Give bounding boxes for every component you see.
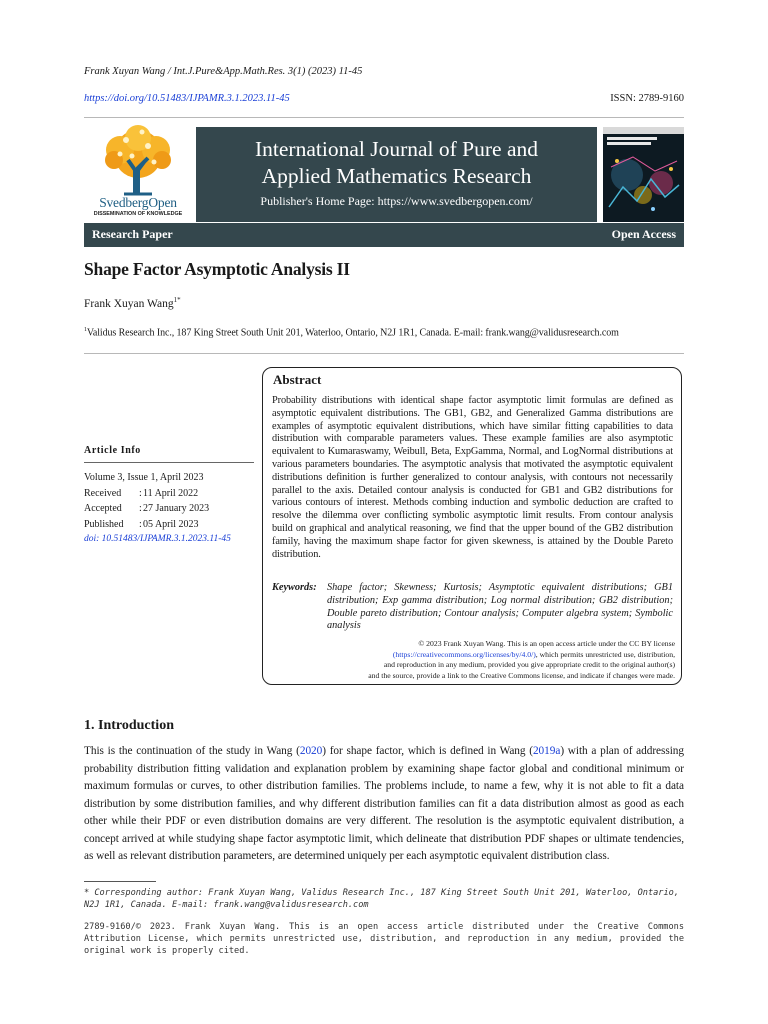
volume-text: Volume 3, Issue 1, April 2023 (84, 472, 204, 483)
doi-link[interactable]: https://doi.org/10.51483/IJPAMR.3.1.2023.11-45 (84, 93, 290, 104)
article-doi[interactable]: doi: 10.51483/IJPAMR.3.1.2023.11-45 (84, 534, 231, 544)
abstract-heading: Abstract (273, 372, 322, 387)
tree-logo-icon (84, 124, 192, 196)
issn: ISSN: 2789-9160 (610, 93, 684, 104)
affiliation (84, 327, 684, 338)
accepted-row (84, 503, 254, 517)
cover-image-icon (603, 127, 684, 222)
publisher-logo (84, 124, 192, 222)
article-volume (84, 472, 204, 483)
journal-cover-thumbnail (603, 127, 684, 222)
corresponding-author-footnote: * Corresponding author: Frank Xuyan Wang, Validus Research Inc., 187 King Street South Unit 201, Waterloo, Ontario, N2J 1R1, Canada. E-mail: frank.wang@validusresearch.com (84, 888, 679, 910)
license-line-4: and the source, provide a link to the Creative Commons license, and indicate if changes were made. (368, 671, 675, 681)
article-title: Shape Factor Asymptotic Analysis II (84, 259, 350, 279)
running-head: Frank Xuyan Wang / Int.J.Pure&App.Math.Res. 3(1) (2023) 11-45 (84, 66, 363, 77)
doi-line (84, 93, 684, 104)
intro-text-b: ) for shape factor, which is defined in Wang ( (322, 745, 533, 757)
affiliation-divider (84, 353, 684, 354)
article-type-bar (84, 223, 684, 247)
journal-title-line-1: International Journal of Pure and (255, 137, 538, 161)
journal-banner (196, 127, 597, 222)
received-colon: : (139, 488, 142, 499)
introduction-heading: 1. Introduction (84, 718, 174, 733)
author-marks: 1* (173, 296, 181, 304)
logo-tagline: DISSEMINATION OF KNOWLEDGE (93, 211, 183, 217)
license-line-3: and reproduction in any medium, provided you give appropriate credit to the original author(s) (383, 660, 675, 670)
citation-link[interactable]: 2019a (532, 745, 561, 757)
accepted-label: Accepted (84, 503, 122, 514)
abstract-text: Probability distributions with identical shape factor asymptotic limit formulas are defined as asymptotic equivalent distributions. The GB1, GB2, and Generalized Gamma distributions are examples of asymptotic equivalent distributions, which have similar fitting capabilities to data distribution with comparable parameters values. These example families are also asymptotic equivalent to Kumaraswamy, Weibull, Beta, ExpGamma, Normal, and LogNormal distributions at various parameters boundaries. The asymptotic analysis that motivated the asymptotic equivalent distributions definition is further generalized to contour analysis, with contours not necessarily parallel to the axis. Detailed contour analysis is conducted for GB1 and GB2 distributions for various contours of interest. Methods combing induction and symbolic deduction are crafted to resolve the dilemma over conflicting symbolic asymptotic limit results. From contour analysis build on graphical and analytical reasoning, we find that the upper bound of the GB2 distribution family, having the maximum shape factor for given skewness, is attained by the Double Pareto distribution. (272, 395, 673, 560)
license-line-2-text: , which permits unrestricted use, distribution, (535, 649, 675, 659)
journal-title (196, 136, 597, 190)
accepted-colon: : (139, 503, 142, 514)
open-access-label: Open Access (611, 227, 676, 241)
introduction-paragraph (84, 743, 684, 866)
affiliation-mark: 1 (84, 327, 87, 333)
received-row (84, 488, 254, 502)
header-divider (84, 117, 684, 118)
author-line (84, 296, 181, 310)
intro-text-c: ) with a plan of addressing probability distribution fitting validation and explanation problem by examining shape factor global and conditional minimum or maximum formulas or curves, to other distribution families. The problems include, to name a few, why it is not able to fit a data distribution by some distribution families, and why different distribution families can fit a data distribution almost as good as each other while their PDF or even distribution domains are very different. The resolution is the asymptotic equivalent distribution, a concept arrived at while studying shape factor asymptotic limit, which delineate that distribution PDF shapes or ultimate tendencies, as well as relevant distribution parameters, are determined uniquely per each asymptotic equivalent distribution class. (84, 745, 684, 862)
license-line-2 (277, 650, 675, 661)
license-link[interactable]: (https://creativecommons.org/licenses/by/4.0/) (392, 649, 536, 659)
received-label: Received (84, 488, 122, 499)
article-info-heading: Article Info (84, 445, 141, 456)
footnote-divider (84, 881, 156, 882)
accepted-date: 27 January 2023 (143, 503, 210, 514)
abstract-box (262, 367, 682, 685)
published-label: Published (84, 519, 124, 530)
keywords-text: Shape factor; Skewness; Kurtosis; Asymptotic equivalent distributions; GB1 distribution; Exp gamma distribution; Log normal distribution; GB2 distribution; Double pareto distribution; Contour analysis; Computer algebra system; Symbolic analysis (327, 582, 673, 632)
logo-name: SvedbergOpen (99, 195, 177, 210)
affiliation-text: Validus Research Inc., 187 King Street South Unit 201, Waterloo, Ontario, N2J 1R1, Canada. E-mail: frank.wang@validusresearch.com (86, 327, 619, 339)
author-name: Frank Xuyan Wang (84, 297, 174, 310)
intro-text-a: This is the continuation of the study in Wang ( (84, 745, 300, 757)
received-date: 11 April 2022 (143, 488, 199, 499)
journal-title-line-2: Applied Mathematics Research (261, 164, 532, 188)
publisher-home-page[interactable]: Publisher's Home Page: https://www.svedbergopen.com/ (260, 194, 533, 208)
published-colon: : (139, 519, 142, 530)
published-row (84, 519, 254, 533)
license-line-1: © 2023 Frank Xuyan Wang. This is an open access article under the CC BY license (418, 639, 675, 648)
article-type: Research Paper (92, 227, 173, 241)
license-notice (277, 639, 675, 682)
article-info-divider (84, 462, 254, 463)
keywords-label: Keywords: (272, 582, 317, 593)
copyright-footnote: 2789-9160/© 2023. Frank Xuyan Wang. This is an open access article distributed under the Creative Commons Attribution License, which permits unrestricted use, distribution, and reproduction in any medium, provided the original work is properly cited. (84, 922, 684, 956)
citation-link[interactable]: 2020 (299, 745, 323, 757)
published-date: 05 April 2023 (143, 519, 199, 530)
